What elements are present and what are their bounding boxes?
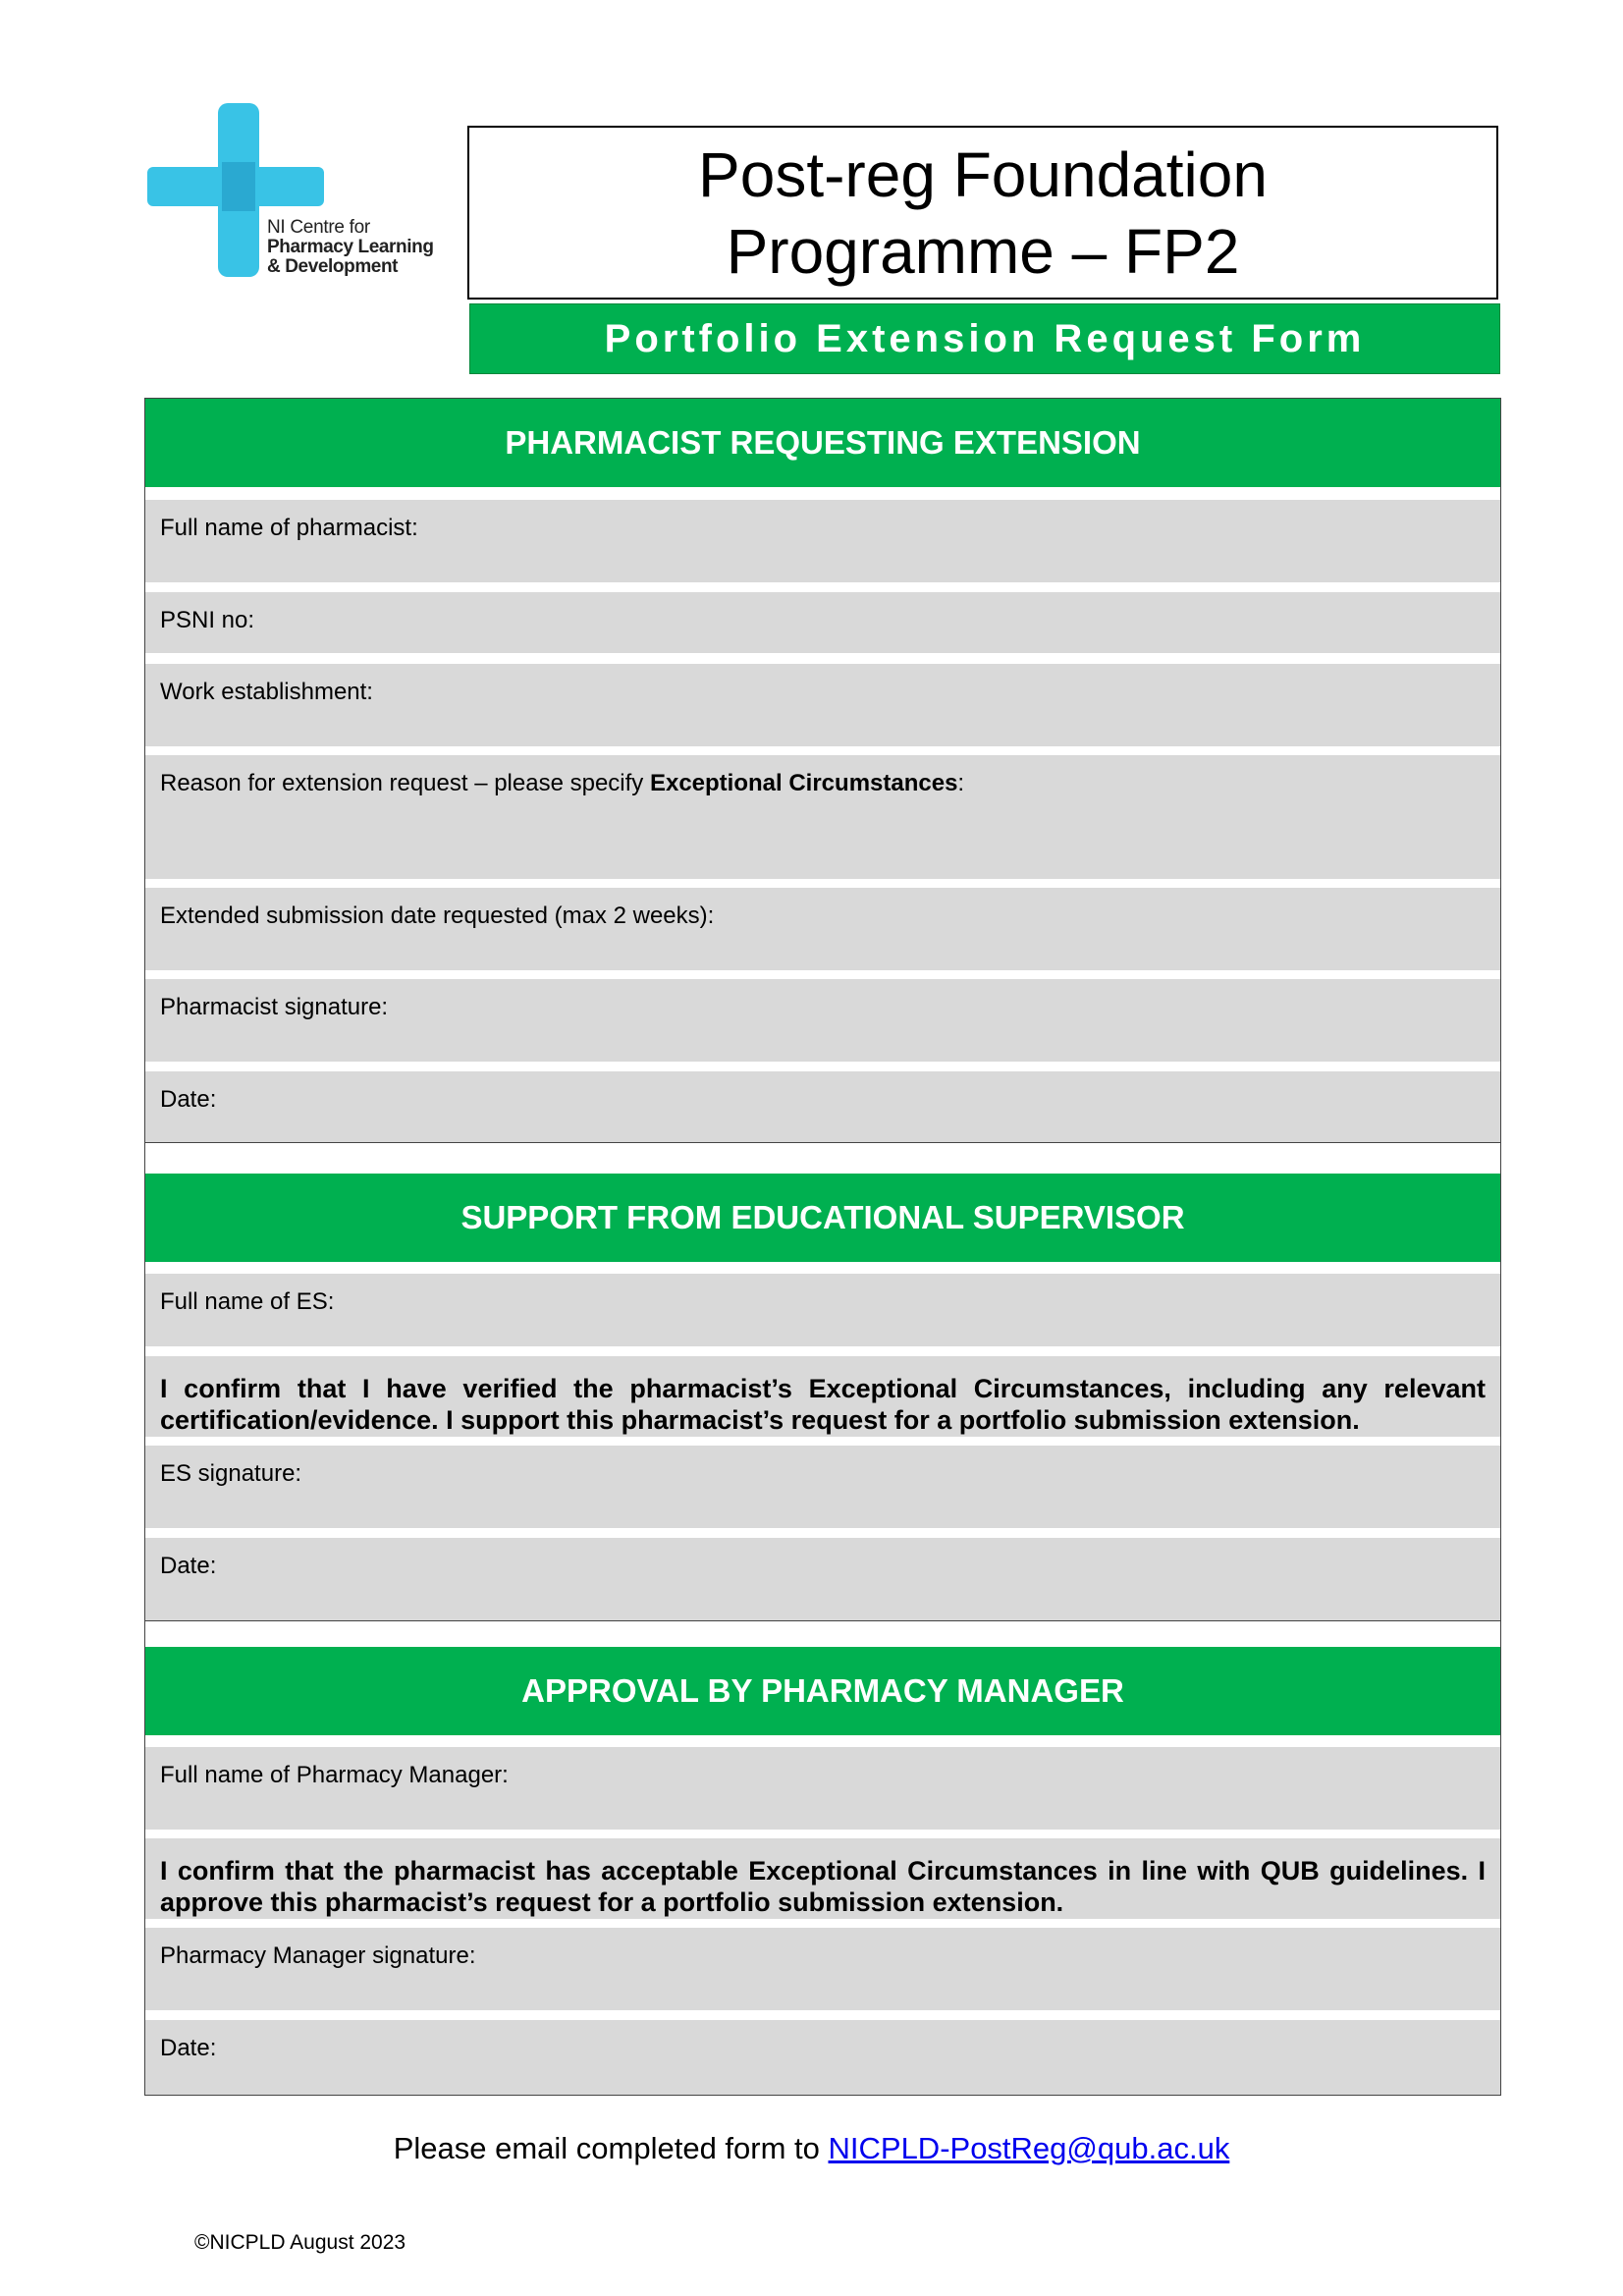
copyright-notice: ©NICPLD August 2023 (194, 2231, 406, 2254)
extension-request-form (144, 398, 1501, 2096)
section-title-supervisor: SUPPORT FROM EDUCATIONAL SUPERVISOR (460, 1199, 1185, 1235)
reason-label-suffix: : (957, 770, 965, 796)
section-divider (145, 1142, 1500, 1143)
es-date-field[interactable] (145, 1538, 1500, 1620)
es-confirmation-statement: I confirm that I have verified the pharmacist’s Exceptional Circumstances, including any relevant certification/evidence. I support this pharmacist’s request for a portfolio submission extension. (145, 1356, 1500, 1437)
reason-label (160, 769, 964, 798)
es-signature-label: ES signature: (160, 1460, 302, 1487)
extended-date-label: Extended submission date requested (max 2 weeks): (160, 902, 715, 929)
section-header-manager (145, 1647, 1500, 1735)
footer-email-instruction (0, 2131, 1623, 2166)
es-date-label: Date: (160, 1553, 217, 1579)
manager-full-name-field[interactable] (145, 1747, 1500, 1830)
logo-text (267, 218, 434, 277)
es-full-name-field[interactable] (145, 1274, 1500, 1346)
section-title-pharmacist: PHARMACIST REQUESTING EXTENSION (505, 424, 1141, 461)
psni-number-label: PSNI no: (160, 607, 255, 633)
pharmacist-full-name-field[interactable] (145, 500, 1500, 582)
es-signature-field[interactable] (145, 1446, 1500, 1528)
reason-label-prefix: Reason for extension request – please specify (160, 770, 650, 796)
manager-date-label: Date: (160, 2035, 217, 2061)
nicpld-logo (147, 103, 442, 280)
logo-line-3: & Development (267, 256, 399, 277)
section-title-manager: APPROVAL BY PHARMACY MANAGER (521, 1672, 1124, 1709)
form-subtitle: Portfolio Extension Request Form (604, 316, 1366, 360)
pharmacist-date-label: Date: (160, 1086, 217, 1113)
es-full-name-label: Full name of ES: (160, 1288, 335, 1315)
work-establishment-label: Work establishment: (160, 679, 373, 705)
title-line-1: Post-reg Foundation (698, 138, 1268, 210)
extended-date-field[interactable] (145, 888, 1500, 970)
page-title (467, 126, 1498, 300)
pharmacist-signature-label: Pharmacist signature: (160, 994, 389, 1020)
email-link[interactable]: NICPLD-PostReg@qub.ac.uk (828, 2131, 1230, 2165)
manager-full-name-label: Full name of Pharmacy Manager: (160, 1762, 509, 1788)
section-divider (145, 1620, 1500, 1621)
pharmacist-signature-field[interactable] (145, 979, 1500, 1062)
footer-email-prefix: Please email completed form to (393, 2131, 829, 2165)
reason-label-bold: Exceptional Circumstances (649, 770, 958, 796)
manager-confirmation-statement: I confirm that the pharmacist has acceptable Exceptional Circumstances in line with QUB guidelines. I approve this pharmacist’s request for a portfolio submission extension. (145, 1838, 1500, 1919)
section-header-supervisor (145, 1174, 1500, 1262)
manager-signature-field[interactable] (145, 1928, 1500, 2010)
logo-line-1: NI Centre for (267, 217, 370, 238)
psni-number-field[interactable] (145, 592, 1500, 653)
title-line-2: Programme – FP2 (726, 215, 1240, 287)
manager-signature-label: Pharmacy Manager signature: (160, 1942, 476, 1969)
pharmacist-date-field[interactable] (145, 1071, 1500, 1142)
form-subtitle-bar (469, 303, 1500, 374)
work-establishment-field[interactable] (145, 664, 1500, 746)
reason-field[interactable] (145, 755, 1500, 879)
manager-date-field[interactable] (145, 2020, 1500, 2095)
logo-cross-center (222, 162, 255, 211)
section-header-pharmacist (145, 399, 1500, 487)
pharmacist-full-name-label: Full name of pharmacist: (160, 515, 418, 541)
logo-line-2: Pharmacy Learning (267, 237, 434, 257)
